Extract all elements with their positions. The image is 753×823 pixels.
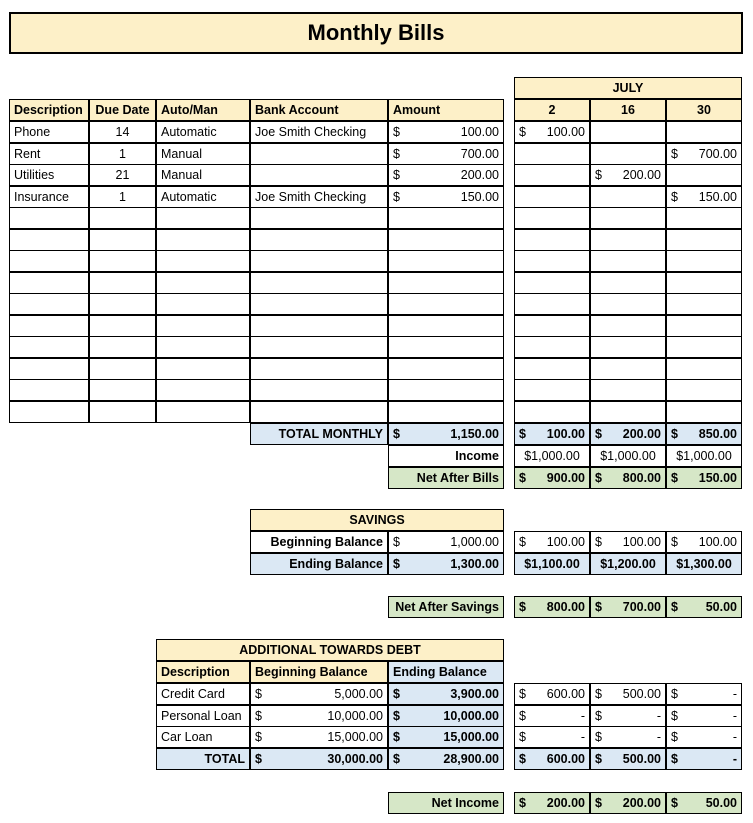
income-period-amount[interactable]: $1,000.00 bbox=[666, 445, 742, 467]
debt-period-payment[interactable] bbox=[590, 683, 666, 705]
bill-pay-period-amount[interactable] bbox=[666, 250, 742, 272]
month-header[interactable]: JULY bbox=[514, 77, 742, 99]
bill-pay-period-amount[interactable] bbox=[666, 358, 742, 380]
net-after-bills-amount[interactable] bbox=[514, 467, 590, 489]
dollar-sign: $ bbox=[671, 147, 678, 161]
amount-value: 800.00 bbox=[622, 471, 661, 485]
amount-value: - bbox=[580, 708, 585, 723]
bill-pay-period-amount[interactable] bbox=[590, 293, 666, 315]
bill-pay-period-amount[interactable] bbox=[590, 401, 666, 423]
bill-description[interactable]: Utilities bbox=[9, 164, 89, 186]
bill-pay-period-amount[interactable] bbox=[590, 164, 666, 186]
dollar-sign: $ bbox=[671, 471, 678, 485]
savings-ending-amount[interactable] bbox=[388, 553, 504, 575]
dollar-sign: $ bbox=[595, 730, 602, 744]
debt-description[interactable]: Personal Loan bbox=[156, 705, 250, 727]
bill-pay-period-amount[interactable] bbox=[590, 315, 666, 337]
bill-description[interactable] bbox=[9, 293, 89, 315]
debt-total-beginning[interactable] bbox=[250, 748, 388, 770]
debt-ending-balance[interactable] bbox=[388, 726, 504, 748]
debt-period-payment[interactable] bbox=[514, 726, 590, 748]
bill-bank-account[interactable]: Joe Smith Checking bbox=[250, 186, 388, 208]
net-after-savings-amount[interactable] bbox=[666, 596, 742, 618]
bill-bank-account[interactable] bbox=[250, 336, 388, 358]
debt-ending-balance[interactable] bbox=[388, 705, 504, 727]
amount-value: 700.00 bbox=[460, 147, 499, 161]
amount-value: 200.00 bbox=[622, 427, 661, 441]
amount-value: 1,150.00 bbox=[450, 427, 499, 441]
bill-amount[interactable] bbox=[388, 358, 504, 380]
bill-pay-period-amount[interactable] bbox=[514, 272, 590, 294]
bill-pay-period-amount[interactable] bbox=[514, 336, 590, 358]
debt-ending-balance[interactable] bbox=[388, 683, 504, 705]
bill-due-date[interactable] bbox=[89, 336, 156, 358]
dollar-sign: $ bbox=[519, 730, 526, 744]
column-header[interactable]: Auto/Man bbox=[156, 99, 250, 121]
bill-payment-mode[interactable]: Automatic bbox=[156, 186, 250, 208]
dollar-sign: $ bbox=[519, 752, 526, 766]
total-period-amount[interactable] bbox=[666, 423, 742, 445]
bill-payment-mode[interactable] bbox=[156, 293, 250, 315]
dollar-sign: $ bbox=[595, 535, 602, 549]
bill-pay-period-amount[interactable] bbox=[514, 121, 590, 143]
dollar-sign: $ bbox=[671, 708, 678, 723]
bill-pay-period-amount[interactable] bbox=[514, 186, 590, 208]
bill-pay-period-amount[interactable] bbox=[666, 379, 742, 401]
bill-due-date[interactable] bbox=[89, 250, 156, 272]
debt-description[interactable]: Car Loan bbox=[156, 726, 250, 748]
amount-value: 10,000.00 bbox=[327, 708, 383, 723]
bill-due-date[interactable]: 14 bbox=[89, 121, 156, 143]
bill-amount[interactable] bbox=[388, 250, 504, 272]
bill-bank-account[interactable] bbox=[250, 164, 388, 186]
bill-bank-account[interactable] bbox=[250, 250, 388, 272]
savings-ending-period[interactable]: $1,100.00 bbox=[514, 553, 590, 575]
dollar-sign: $ bbox=[595, 796, 602, 810]
dollar-sign: $ bbox=[595, 600, 602, 614]
bill-payment-mode[interactable]: Automatic bbox=[156, 121, 250, 143]
dollar-sign: $ bbox=[519, 600, 526, 614]
bill-description[interactable] bbox=[9, 207, 89, 229]
bill-pay-period-amount[interactable] bbox=[666, 207, 742, 229]
amount-value: - bbox=[656, 730, 661, 744]
pay-day-header[interactable]: 16 bbox=[590, 99, 666, 121]
debt-beginning-balance[interactable] bbox=[250, 683, 388, 705]
bill-pay-period-amount[interactable] bbox=[590, 379, 666, 401]
net-after-savings-amount[interactable] bbox=[590, 596, 666, 618]
dollar-sign: $ bbox=[519, 687, 526, 701]
bill-description[interactable]: Insurance bbox=[9, 186, 89, 208]
dollar-sign: $ bbox=[393, 147, 400, 161]
bill-pay-period-amount[interactable] bbox=[514, 250, 590, 272]
debt-period-payment[interactable] bbox=[666, 683, 742, 705]
total-monthly-amount[interactable] bbox=[388, 423, 504, 445]
amount-value: 200.00 bbox=[546, 796, 585, 810]
bill-amount[interactable] bbox=[388, 164, 504, 186]
bill-due-date[interactable] bbox=[89, 315, 156, 337]
bill-pay-period-amount[interactable] bbox=[590, 207, 666, 229]
bill-pay-period-amount[interactable] bbox=[514, 358, 590, 380]
bill-pay-period-amount[interactable] bbox=[666, 121, 742, 143]
amount-value: 200.00 bbox=[622, 168, 661, 182]
debt-column-header[interactable]: Description bbox=[156, 661, 250, 683]
amount-value: 1,300.00 bbox=[450, 557, 499, 571]
bill-bank-account[interactable] bbox=[250, 207, 388, 229]
amount-value: 150.00 bbox=[698, 471, 737, 485]
dollar-sign: $ bbox=[671, 687, 678, 701]
dollar-sign: $ bbox=[255, 752, 262, 766]
total-period-amount[interactable] bbox=[590, 423, 666, 445]
dollar-sign: $ bbox=[519, 796, 526, 810]
net-after-savings-amount[interactable] bbox=[514, 596, 590, 618]
dollar-sign: $ bbox=[255, 687, 262, 701]
amount-value: 3,900.00 bbox=[450, 687, 499, 701]
dollar-sign: $ bbox=[393, 535, 400, 549]
amount-value: 100.00 bbox=[698, 535, 737, 549]
bill-payment-mode[interactable] bbox=[156, 379, 250, 401]
dollar-sign: $ bbox=[595, 471, 602, 485]
bill-pay-period-amount[interactable] bbox=[514, 229, 590, 251]
amount-value: 200.00 bbox=[622, 796, 661, 810]
bill-pay-period-amount[interactable] bbox=[514, 379, 590, 401]
amount-value: 15,000.00 bbox=[443, 730, 499, 744]
income-period-amount[interactable]: $1,000.00 bbox=[514, 445, 590, 467]
bill-pay-period-amount[interactable] bbox=[666, 293, 742, 315]
amount-value: - bbox=[656, 708, 661, 723]
bill-due-date[interactable]: 21 bbox=[89, 164, 156, 186]
debt-period-payment[interactable] bbox=[590, 705, 666, 727]
income-period-amount[interactable]: $1,000.00 bbox=[590, 445, 666, 467]
bill-amount[interactable] bbox=[388, 293, 504, 315]
dollar-sign: $ bbox=[671, 796, 678, 810]
bill-amount[interactable] bbox=[388, 186, 504, 208]
dollar-sign: $ bbox=[393, 427, 400, 441]
bill-due-date[interactable] bbox=[89, 272, 156, 294]
debt-beginning-balance[interactable] bbox=[250, 705, 388, 727]
amount-value: 100.00 bbox=[460, 125, 499, 139]
amount-value: 500.00 bbox=[622, 687, 661, 701]
dollar-sign: $ bbox=[393, 168, 400, 182]
bill-pay-period-amount[interactable] bbox=[666, 186, 742, 208]
dollar-sign: $ bbox=[519, 535, 526, 549]
total-monthly-label[interactable]: TOTAL MONTHLY bbox=[250, 423, 388, 445]
debt-total-label[interactable]: TOTAL bbox=[156, 748, 250, 770]
bill-bank-account[interactable] bbox=[250, 293, 388, 315]
bill-description[interactable]: Rent bbox=[9, 143, 89, 165]
amount-value: 500.00 bbox=[622, 752, 661, 766]
bill-payment-mode[interactable] bbox=[156, 207, 250, 229]
amount-value: 600.00 bbox=[546, 687, 585, 701]
bill-description[interactable] bbox=[9, 250, 89, 272]
bill-pay-period-amount[interactable] bbox=[514, 164, 590, 186]
column-header[interactable]: Description bbox=[9, 99, 89, 121]
amount-value: - bbox=[580, 730, 585, 744]
savings-beginning-period[interactable] bbox=[666, 531, 742, 553]
amount-value: 1,000.00 bbox=[450, 535, 499, 549]
pay-day-header[interactable]: 2 bbox=[514, 99, 590, 121]
amount-value: 150.00 bbox=[698, 190, 737, 204]
dollar-sign: $ bbox=[519, 427, 526, 441]
amount-value: 100.00 bbox=[622, 535, 661, 549]
bill-pay-period-amount[interactable] bbox=[514, 143, 590, 165]
amount-value: 150.00 bbox=[460, 190, 499, 204]
sheet-title: Monthly Bills bbox=[9, 12, 743, 54]
total-period-amount[interactable] bbox=[514, 423, 590, 445]
debt-period-payment[interactable] bbox=[590, 726, 666, 748]
bill-pay-period-amount[interactable] bbox=[514, 293, 590, 315]
bill-payment-mode[interactable] bbox=[156, 336, 250, 358]
dollar-sign: $ bbox=[671, 190, 678, 204]
bill-description[interactable] bbox=[9, 315, 89, 337]
bill-payment-mode[interactable] bbox=[156, 315, 250, 337]
bill-bank-account[interactable] bbox=[250, 143, 388, 165]
bill-pay-period-amount[interactable] bbox=[666, 336, 742, 358]
amount-value: 50.00 bbox=[705, 600, 737, 614]
savings-ending-period[interactable]: $1,300.00 bbox=[666, 553, 742, 575]
savings-beginning-label[interactable]: Beginning Balance bbox=[250, 531, 388, 553]
bill-payment-mode[interactable]: Manual bbox=[156, 143, 250, 165]
savings-beginning-amount[interactable] bbox=[388, 531, 504, 553]
amount-value: 100.00 bbox=[546, 427, 585, 441]
bill-bank-account[interactable] bbox=[250, 379, 388, 401]
debt-column-header[interactable]: Ending Balance bbox=[388, 661, 504, 683]
bill-payment-mode[interactable] bbox=[156, 358, 250, 380]
bill-due-date[interactable] bbox=[89, 358, 156, 380]
column-header[interactable]: Due Date bbox=[89, 99, 156, 121]
bill-due-date[interactable]: 1 bbox=[89, 143, 156, 165]
dollar-sign: $ bbox=[393, 687, 400, 701]
dollar-sign: $ bbox=[393, 730, 400, 744]
debt-period-payment[interactable] bbox=[666, 726, 742, 748]
amount-value: - bbox=[732, 687, 737, 701]
dollar-sign: $ bbox=[393, 125, 400, 139]
dollar-sign: $ bbox=[671, 427, 678, 441]
bill-amount[interactable] bbox=[388, 121, 504, 143]
savings-ending-label[interactable]: Ending Balance bbox=[250, 553, 388, 575]
bill-description[interactable] bbox=[9, 358, 89, 380]
debt-total-ending[interactable] bbox=[388, 748, 504, 770]
bill-pay-period-amount[interactable] bbox=[514, 401, 590, 423]
amount-value: 28,900.00 bbox=[443, 752, 499, 766]
bill-pay-period-amount[interactable] bbox=[666, 143, 742, 165]
bill-description[interactable] bbox=[9, 272, 89, 294]
bill-pay-period-amount[interactable] bbox=[590, 186, 666, 208]
bill-description[interactable] bbox=[9, 379, 89, 401]
bill-payment-mode[interactable]: Manual bbox=[156, 164, 250, 186]
bill-description[interactable] bbox=[9, 401, 89, 423]
amount-value: 30,000.00 bbox=[327, 752, 383, 766]
pay-day-header[interactable]: 30 bbox=[666, 99, 742, 121]
savings-header[interactable]: SAVINGS bbox=[250, 509, 504, 531]
dollar-sign: $ bbox=[595, 687, 602, 701]
bill-amount[interactable] bbox=[388, 272, 504, 294]
net-income-amount[interactable] bbox=[514, 792, 590, 814]
net-after-bills-amount[interactable] bbox=[590, 467, 666, 489]
amount-value: 5,000.00 bbox=[334, 687, 383, 701]
dollar-sign: $ bbox=[671, 535, 678, 549]
dollar-sign: $ bbox=[255, 708, 262, 723]
net-after-bills-label[interactable]: Net After Bills bbox=[388, 467, 504, 489]
dollar-sign: $ bbox=[393, 190, 400, 204]
bill-pay-period-amount[interactable] bbox=[666, 229, 742, 251]
bill-pay-period-amount[interactable] bbox=[590, 229, 666, 251]
dollar-sign: $ bbox=[393, 752, 400, 766]
debt-total-period[interactable] bbox=[666, 748, 742, 770]
bill-amount[interactable] bbox=[388, 379, 504, 401]
debt-header[interactable]: ADDITIONAL TOWARDS DEBT bbox=[156, 639, 504, 661]
bill-description[interactable] bbox=[9, 229, 89, 251]
amount-value: 10,000.00 bbox=[443, 708, 499, 723]
amount-value: - bbox=[732, 730, 737, 744]
bill-pay-period-amount[interactable] bbox=[666, 164, 742, 186]
bill-amount[interactable] bbox=[388, 401, 504, 423]
bill-bank-account[interactable] bbox=[250, 401, 388, 423]
amount-value: 50.00 bbox=[705, 796, 737, 810]
dollar-sign: $ bbox=[671, 752, 678, 766]
dollar-sign: $ bbox=[671, 730, 678, 744]
bill-due-date[interactable] bbox=[89, 379, 156, 401]
debt-column-header[interactable]: Beginning Balance bbox=[250, 661, 388, 683]
bill-pay-period-amount[interactable] bbox=[590, 121, 666, 143]
bill-pay-period-amount[interactable] bbox=[666, 401, 742, 423]
bill-payment-mode[interactable] bbox=[156, 272, 250, 294]
amount-value: 100.00 bbox=[546, 125, 585, 139]
amount-value: 15,000.00 bbox=[327, 730, 383, 744]
bill-amount[interactable] bbox=[388, 207, 504, 229]
bill-amount[interactable] bbox=[388, 315, 504, 337]
dollar-sign: $ bbox=[393, 557, 400, 571]
amount-value: - bbox=[732, 708, 737, 723]
amount-value: 850.00 bbox=[698, 427, 737, 441]
dollar-sign: $ bbox=[671, 600, 678, 614]
bill-due-date[interactable]: 1 bbox=[89, 186, 156, 208]
bill-bank-account[interactable] bbox=[250, 229, 388, 251]
bill-pay-period-amount[interactable] bbox=[666, 315, 742, 337]
bill-bank-account[interactable]: Joe Smith Checking bbox=[250, 121, 388, 143]
amount-value: 700.00 bbox=[622, 600, 661, 614]
column-header[interactable]: Amount bbox=[388, 99, 504, 121]
debt-total-period[interactable] bbox=[590, 748, 666, 770]
savings-beginning-period[interactable] bbox=[590, 531, 666, 553]
amount-value: 200.00 bbox=[460, 168, 499, 182]
debt-description[interactable]: Credit Card bbox=[156, 683, 250, 705]
bill-due-date[interactable] bbox=[89, 401, 156, 423]
bill-amount[interactable] bbox=[388, 143, 504, 165]
debt-period-payment[interactable] bbox=[666, 705, 742, 727]
bill-amount[interactable] bbox=[388, 336, 504, 358]
amount-value: - bbox=[732, 752, 737, 766]
debt-period-payment[interactable] bbox=[514, 683, 590, 705]
bill-pay-period-amount[interactable] bbox=[590, 250, 666, 272]
net-after-bills-amount[interactable] bbox=[666, 467, 742, 489]
savings-beginning-period[interactable] bbox=[514, 531, 590, 553]
bill-pay-period-amount[interactable] bbox=[590, 272, 666, 294]
net-income-amount[interactable] bbox=[590, 792, 666, 814]
net-income-amount[interactable] bbox=[666, 792, 742, 814]
bill-payment-mode[interactable] bbox=[156, 229, 250, 251]
savings-ending-period[interactable]: $1,200.00 bbox=[590, 553, 666, 575]
bill-pay-period-amount[interactable] bbox=[666, 272, 742, 294]
bill-due-date[interactable] bbox=[89, 229, 156, 251]
bill-pay-period-amount[interactable] bbox=[514, 315, 590, 337]
income-label[interactable]: Income bbox=[388, 445, 504, 467]
bill-due-date[interactable] bbox=[89, 293, 156, 315]
bill-description[interactable] bbox=[9, 336, 89, 358]
net-income-label[interactable]: Net Income bbox=[388, 792, 504, 814]
debt-total-period[interactable] bbox=[514, 748, 590, 770]
bill-bank-account[interactable] bbox=[250, 272, 388, 294]
bill-pay-period-amount[interactable] bbox=[514, 207, 590, 229]
bill-payment-mode[interactable] bbox=[156, 401, 250, 423]
dollar-sign: $ bbox=[519, 125, 526, 139]
dollar-sign: $ bbox=[595, 427, 602, 441]
dollar-sign: $ bbox=[595, 168, 602, 182]
net-after-savings-label[interactable]: Net After Savings bbox=[388, 596, 504, 618]
bill-bank-account[interactable] bbox=[250, 358, 388, 380]
amount-value: 800.00 bbox=[546, 600, 585, 614]
amount-value: 700.00 bbox=[698, 147, 737, 161]
bill-pay-period-amount[interactable] bbox=[590, 143, 666, 165]
dollar-sign: $ bbox=[595, 708, 602, 723]
bill-payment-mode[interactable] bbox=[156, 250, 250, 272]
amount-value: 600.00 bbox=[546, 752, 585, 766]
dollar-sign: $ bbox=[255, 730, 262, 744]
bill-due-date[interactable] bbox=[89, 207, 156, 229]
debt-beginning-balance[interactable] bbox=[250, 726, 388, 748]
bill-pay-period-amount[interactable] bbox=[590, 358, 666, 380]
bill-bank-account[interactable] bbox=[250, 315, 388, 337]
column-header[interactable]: Bank Account bbox=[250, 99, 388, 121]
bill-description[interactable]: Phone bbox=[9, 121, 89, 143]
dollar-sign: $ bbox=[393, 708, 400, 723]
amount-value: 100.00 bbox=[546, 535, 585, 549]
bill-pay-period-amount[interactable] bbox=[590, 336, 666, 358]
dollar-sign: $ bbox=[595, 752, 602, 766]
dollar-sign: $ bbox=[519, 471, 526, 485]
bill-amount[interactable] bbox=[388, 229, 504, 251]
dollar-sign: $ bbox=[519, 708, 526, 723]
debt-period-payment[interactable] bbox=[514, 705, 590, 727]
amount-value: 900.00 bbox=[546, 471, 585, 485]
